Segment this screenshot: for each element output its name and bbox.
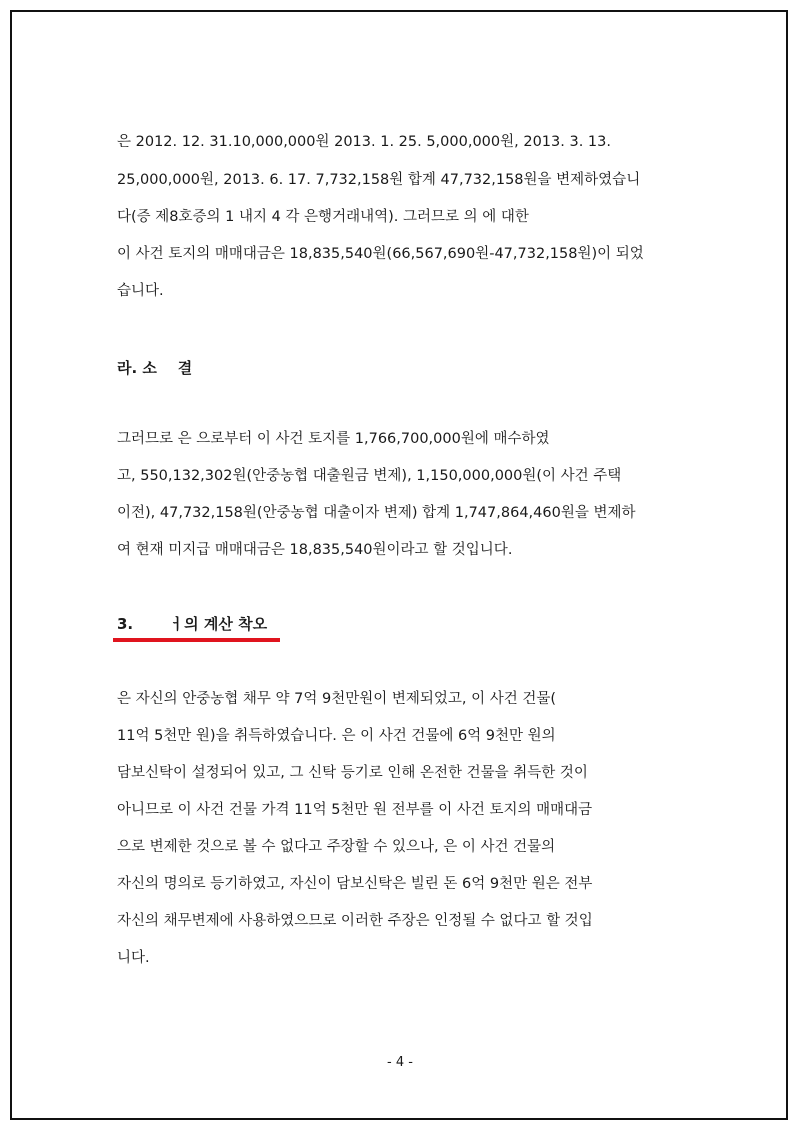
paragraph-line: 그러므로 은 으로부터 이 사건 토지를 1,766,700,000원에 매수하였 — [117, 431, 550, 447]
paragraph-line: 은 자신의 안중농협 채무 약 7억 9천만원이 변제되었고, 이 사건 건물( — [117, 691, 556, 707]
paragraph-line: 아니므로 이 사건 건물 가격 11억 5천만 원 전부를 이 사건 토지의 매매대금 — [117, 802, 593, 818]
paragraph-line: 은 2012. 12. 31.10,000,000원 2013. 1. 25. 5,000,000원, 2013. 3. 13. — [117, 134, 611, 150]
section-heading-conclusion: 라. 소 결 — [117, 359, 193, 377]
paragraph-line: 담보신탁이 설정되어 있고, 그 신탁 등기로 인해 온전한 건물을 취득한 것이 — [117, 765, 588, 781]
section-heading-3: 3. ㅓ의 계산 착오 — [117, 615, 268, 633]
paragraph-line: 이전), 47,732,158원(안중농협 대출이자 변제) 합계 1,747,864,460원을 변제하 — [117, 505, 636, 521]
paragraph-line: 11억 5천만 원)을 취득하였습니다. 은 이 사건 건물에 6억 9천만 원의 — [117, 728, 556, 744]
paragraph-line: 25,000,000원, 2013. 6. 17. 7,732,158원 합계 47,732,158원을 변제하였습니 — [117, 172, 641, 188]
paragraph-line: 고, 550,132,302원(안중농협 대출원금 변제), 1,150,000,000원(이 사건 주택 — [117, 468, 622, 484]
paragraph-line: 으로 변제한 것으로 볼 수 없다고 주장할 수 있으나, 은 이 사건 건물의 — [117, 839, 556, 855]
paragraph-line: 여 현재 미지급 매매대금은 18,835,540원이라고 할 것입니다. — [117, 542, 513, 558]
page-number: - 4 - — [387, 1055, 413, 1070]
paragraph-line: 니다. — [117, 950, 150, 966]
paragraph-line: 이 사건 토지의 매매대금은 18,835,540원(66,567,690원-47,732,158원)이 되었 — [117, 246, 644, 262]
heading-underline — [113, 638, 280, 642]
paragraph-line: 다(증 제8호증의 1 내지 4 각 은행거래내역). 그러므로 의 에 대한 — [117, 209, 529, 225]
paragraph-line: 습니다. — [117, 283, 164, 299]
paragraph-line: 자신의 명의로 등기하였고, 자신이 담보신탁은 빌린 돈 6억 9천만 원은 전부 — [117, 876, 593, 892]
paragraph-line: 자신의 채무변제에 사용하였으므로 이러한 주장은 인정될 수 없다고 할 것입 — [117, 913, 593, 929]
